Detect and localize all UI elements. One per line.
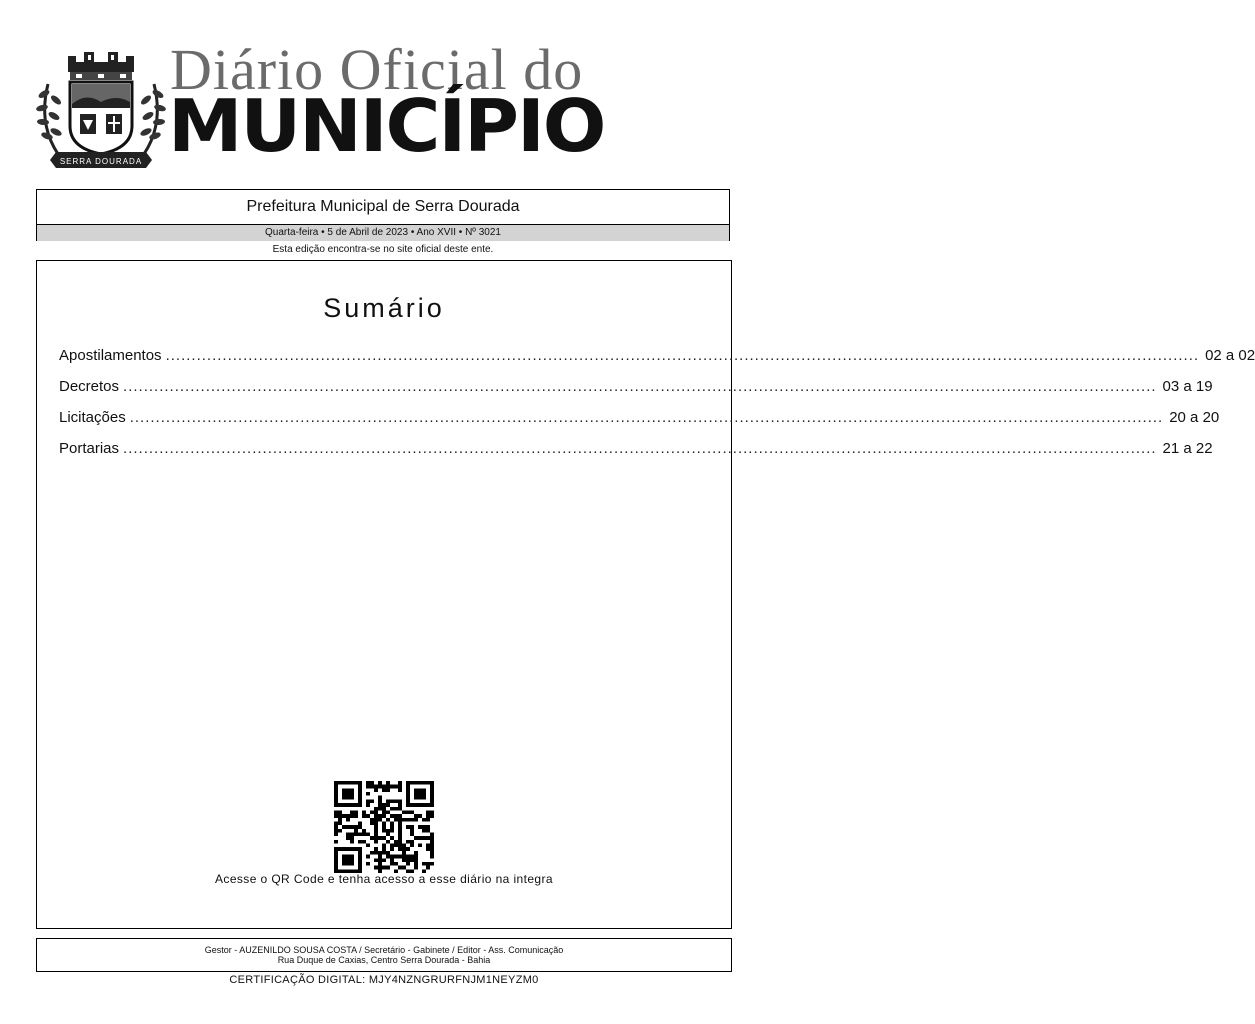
toc-item-pages: 21 a 22 xyxy=(1162,440,1213,457)
toc-leader-dots: ........................................................................................................................................................................................................ xyxy=(165,347,1200,364)
masthead-title-line2: MUNICÍPIO xyxy=(168,84,605,168)
toc-item-label: Licitações xyxy=(59,409,126,426)
toc-leader-dots: ........................................................................................................................................................................................................ xyxy=(123,440,1157,457)
toc-item-apostilamentos[interactable] xyxy=(59,347,1255,378)
toc-item-label: Decretos xyxy=(59,378,120,395)
site-note: Esta edição encontra-se no site oficial deste ente. xyxy=(272,244,494,255)
edition-info-box xyxy=(36,189,730,241)
digital-certification: CERTIFICAÇÃO DIGITAL: MJY4NZNGRURFNJM1NEYZM0 xyxy=(229,974,539,986)
toc-item-licitacoes[interactable] xyxy=(59,409,1220,440)
municipal-crest-logo xyxy=(36,44,166,169)
footer-credits: Gestor - AUZENILDO SOUSA COSTA / Secretário - Gabinete / Editor - Ass. Comunicação xyxy=(204,945,564,955)
toc-item-pages: 02 a 02 xyxy=(1205,347,1255,364)
toc-item-pages: 20 a 20 xyxy=(1169,409,1220,426)
masthead xyxy=(36,37,696,172)
toc-item-portarias[interactable] xyxy=(59,440,1213,471)
toc-leader-dots: ........................................................................................................................................................................................................ xyxy=(123,378,1157,395)
svg-text:SERRA DOURADA: SERRA DOURADA xyxy=(59,157,143,166)
summary-box xyxy=(36,260,1255,929)
qr-caption: Acesse o QR Code e tenha acesso a esse diário na integra xyxy=(215,872,553,886)
footer-box xyxy=(36,938,732,972)
masthead-title-line1: Diário Oficial do xyxy=(170,37,584,102)
toc-leader-dots: ........................................................................................................................................................................................................ xyxy=(129,409,1164,426)
toc-item-pages: 03 a 19 xyxy=(1162,378,1213,395)
prefeitura-name: Prefeitura Municipal de Serra Dourada xyxy=(37,190,729,225)
table-of-contents xyxy=(59,347,1255,471)
toc-item-label: Portarias xyxy=(59,440,120,457)
qr-code[interactable] xyxy=(334,781,434,873)
summary-title: Sumário xyxy=(323,293,445,323)
toc-item-decretos[interactable] xyxy=(59,378,1213,409)
footer-address: Rua Duque de Caxias, Centro Serra Dourada - Bahia xyxy=(277,955,491,965)
toc-item-label: Apostilamentos xyxy=(59,347,162,364)
edition-date-bar: Quarta-feira • 5 de Abril de 2023 • Ano XVII • Nº 3021 xyxy=(37,225,729,241)
qr-code-icon xyxy=(334,781,434,873)
